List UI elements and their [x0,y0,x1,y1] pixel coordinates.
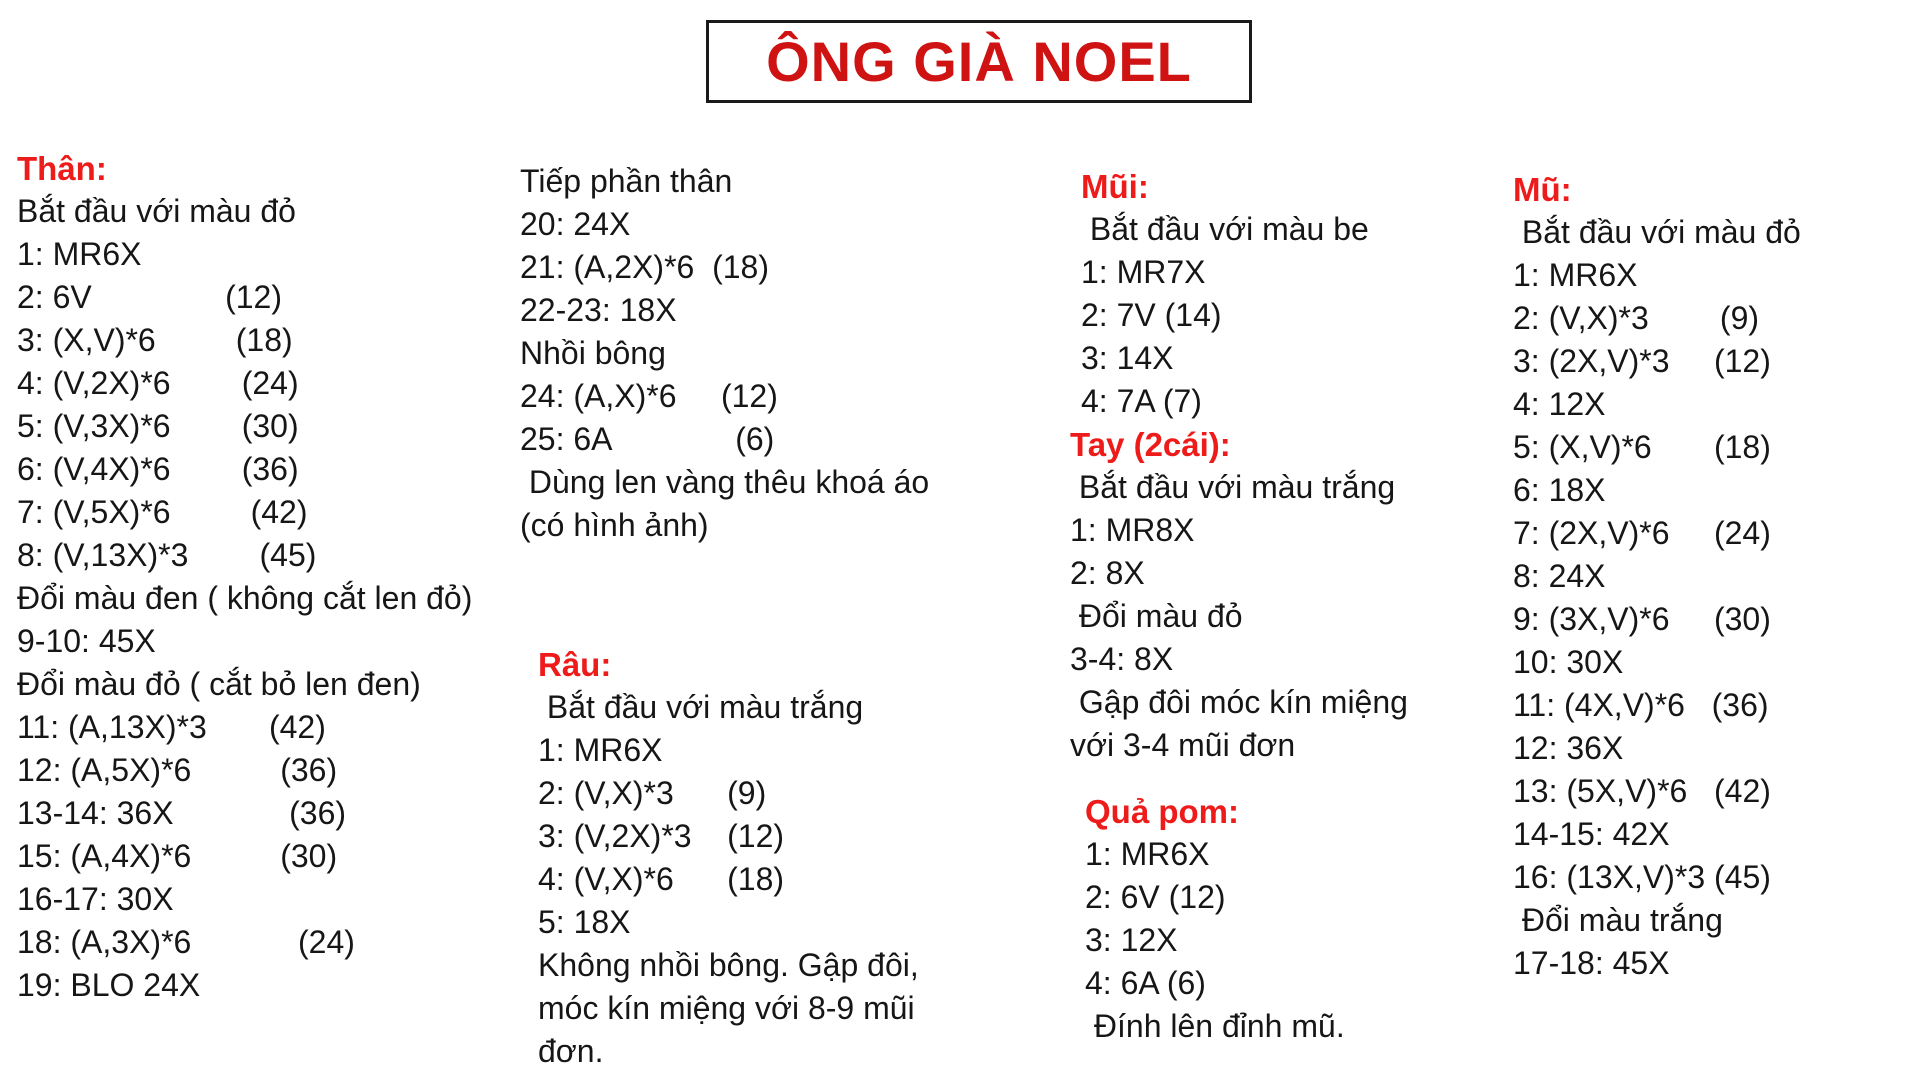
pattern-line: 16: (13X,V)*3 (45) [1513,859,1771,895]
pattern-line: 6: (V,4X)*6 (36) [17,451,299,487]
section-mui [1081,165,1369,423]
pattern-line: 3: (2X,V)*3 (12) [1513,343,1771,379]
pattern-line: 3-4: 8X [1070,641,1174,677]
pattern-line: 7: (V,5X)*6 (42) [17,494,308,530]
section-heading-qua-pom: Quả pom: [1085,793,1239,830]
pattern-line: với 3-4 mũi đơn [1070,727,1296,763]
section-mu [1513,168,1801,985]
pattern-line: 16-17: 30X [17,881,174,917]
section-lines-rau [538,686,919,1073]
pattern-line: 9-10: 45X [17,623,156,659]
pattern-line: 4: (V,X)*6 (18) [538,861,785,897]
pattern-line: 20: 24X [520,206,631,242]
section-lines-tiep-phan-than [520,160,929,547]
section-lines-mui [1081,208,1369,423]
pattern-line: móc kín miệng với 8-9 mũi [538,990,915,1026]
pattern-line: 1: MR6X [17,236,142,272]
section-than [17,147,472,1007]
section-lines-than [17,190,472,1007]
pattern-line: 18: (A,3X)*6 (24) [17,924,355,960]
pattern-line: 2: 8X [1070,555,1145,591]
section-lines-qua-pom [1085,833,1345,1048]
pattern-line: 11: (4X,V)*6 (36) [1513,687,1769,723]
pattern-line: 5: (X,V)*6 (18) [1513,429,1771,465]
pattern-line: 1: MR6X [1513,257,1638,293]
pattern-line: 19: BLO 24X [17,967,201,1003]
section-tay [1070,423,1408,767]
pattern-line: Đổi màu trắng [1513,902,1723,938]
pattern-line: 8: 24X [1513,558,1606,594]
pattern-line: Dùng len vàng thêu khoá áo [520,464,930,500]
pattern-line: 5: (V,3X)*6 (30) [17,408,299,444]
pattern-line: 5: 18X [538,904,631,940]
section-lines-mu [1513,211,1801,985]
title-box [706,20,1252,103]
section-rau [538,643,919,1073]
page-title: ÔNG GIÀ NOEL [766,30,1192,93]
section-heading-rau: Râu: [538,646,612,683]
pattern-line: 1: MR7X [1081,254,1206,290]
section-heading-mu: Mũ: [1513,171,1572,208]
pattern-line: 4: 12X [1513,386,1606,422]
pattern-line: đơn. [538,1033,604,1069]
pattern-line: 22-23: 18X [520,292,677,328]
pattern-line: 3: 12X [1085,922,1178,958]
pattern-line: 1: MR8X [1070,512,1195,548]
pattern-line: Bắt đầu với màu đỏ [17,193,296,229]
pattern-line: 3: 14X [1081,340,1174,376]
pattern-line: 17-18: 45X [1513,945,1670,981]
pattern-line: 24: (A,X)*6 (12) [520,378,778,414]
pattern-line: 10: 30X [1513,644,1624,680]
pattern-line: 2: 6V (12) [17,279,282,315]
section-heading-mui: Mũi: [1081,168,1149,205]
pattern-line: Đổi màu đỏ ( cắt bỏ len đen) [17,666,421,702]
pattern-line: 2: (V,X)*3 (9) [1513,300,1760,336]
pattern-line: Đổi màu đỏ [1070,598,1243,634]
pattern-line: 13-14: 36X (36) [17,795,347,831]
pattern-line: 3: (X,V)*6 (18) [17,322,293,358]
pattern-line: Bắt đầu với màu trắng [538,689,864,725]
pattern-line: Bắt đầu với màu trắng [1070,469,1396,505]
pattern-line: 4: (V,2X)*6 (24) [17,365,299,401]
pattern-line: 6: 18X [1513,472,1606,508]
pattern-line: 11: (A,13X)*3 (42) [17,709,326,745]
pattern-line: 12: 36X [1513,730,1624,766]
pattern-line: Nhồi bông [520,335,666,371]
pattern-line: 9: (3X,V)*6 (30) [1513,601,1771,637]
pattern-line: 2: 7V (14) [1081,297,1222,333]
pattern-line: 15: (A,4X)*6 (30) [17,838,338,874]
pattern-line: 21: (A,2X)*6 (18) [520,249,769,285]
pattern-line: Đổi màu đen ( không cắt len đỏ) [17,580,473,616]
pattern-line: 25: 6A (6) [520,421,775,457]
pattern-line: 8: (V,13X)*3 (45) [17,537,317,573]
pattern-line: Gập đôi móc kín miệng [1070,684,1408,720]
pattern-line: 3: (V,2X)*3 (12) [538,818,785,854]
pattern-line: 1: MR6X [538,732,663,768]
pattern-line: (có hình ảnh) [520,507,709,543]
pattern-line: 2: (V,X)*3 (9) [538,775,767,811]
pattern-line: 1: MR6X [1085,836,1210,872]
section-lines-tay [1070,466,1408,767]
pattern-line: 2: 6V (12) [1085,879,1226,915]
section-tiep-phan-than [520,160,929,547]
pattern-line: Không nhồi bông. Gập đôi, [538,947,919,983]
pattern-line: 13: (5X,V)*6 (42) [1513,773,1771,809]
pattern-line: 4: 7A (7) [1081,383,1202,419]
section-heading-than: Thân: [17,150,107,187]
pattern-line: 12: (A,5X)*6 (36) [17,752,338,788]
pattern-line: Tiếp phần thân [520,163,733,199]
pattern-line: Bắt đầu với màu đỏ [1513,214,1801,250]
section-qua-pom [1085,790,1345,1048]
pattern-line: Bắt đầu với màu be [1081,211,1369,247]
pattern-line: 7: (2X,V)*6 (24) [1513,515,1771,551]
section-heading-tay: Tay (2cái): [1070,426,1231,463]
pattern-line: Đính lên đỉnh mũ. [1085,1008,1345,1044]
pattern-line: 14-15: 42X [1513,816,1670,852]
pattern-line: 4: 6A (6) [1085,965,1206,1001]
